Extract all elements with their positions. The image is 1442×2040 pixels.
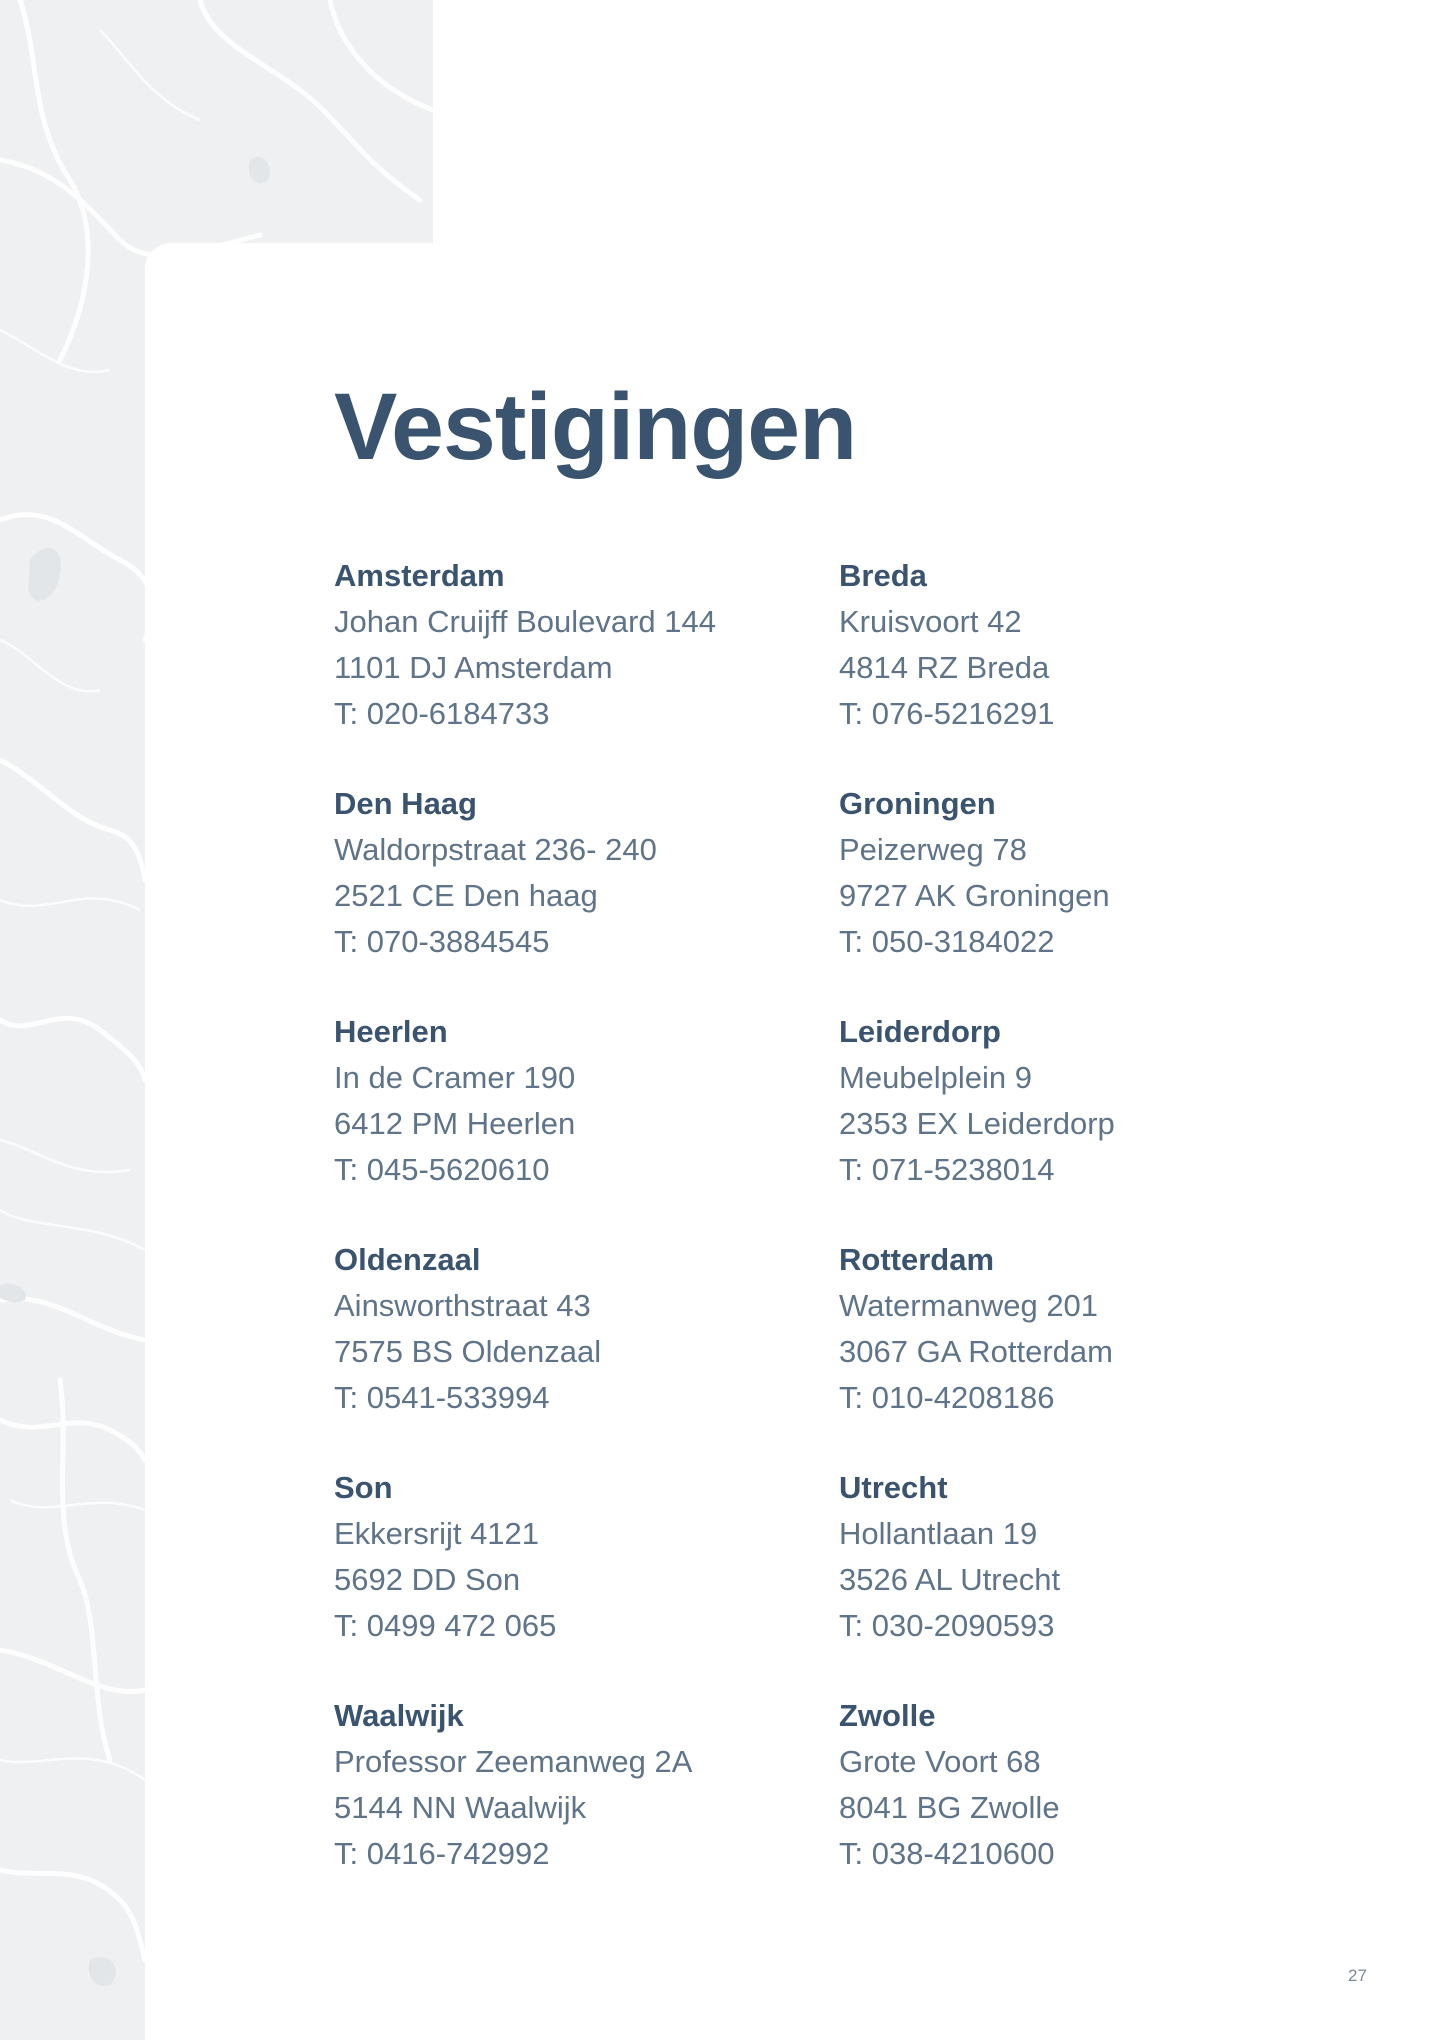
location-name: Groningen	[839, 786, 996, 821]
location-oldenzaal	[334, 1237, 794, 1421]
location-postal-city: 1101 DJ Amsterdam	[334, 650, 613, 685]
location-postal-city: 7575 BS Oldenzaal	[334, 1334, 602, 1369]
page-title: Vestigingen	[334, 374, 857, 480]
location-groningen	[839, 781, 1299, 965]
location-postal-city: 9727 AK Groningen	[839, 878, 1110, 913]
location-name: Rotterdam	[839, 1242, 995, 1277]
location-street: Grote Voort 68	[839, 1744, 1041, 1779]
location-leiderdorp	[839, 1009, 1299, 1193]
location-street: Ainsworthstraat 43	[334, 1288, 591, 1323]
location-phone: T: 070-3884545	[334, 924, 550, 959]
location-postal-city: 6412 PM Heerlen	[334, 1106, 576, 1141]
location-phone: T: 010-4208186	[839, 1380, 1055, 1415]
location-phone: T: 030-2090593	[839, 1608, 1055, 1643]
location-phone: T: 0416-742992	[334, 1836, 550, 1871]
location-phone: T: 050-3184022	[839, 924, 1055, 959]
location-street: Waldorpstraat 236- 240	[334, 832, 657, 867]
location-utrecht	[839, 1465, 1299, 1649]
location-son	[334, 1465, 794, 1649]
location-postal-city: 3067 GA Rotterdam	[839, 1334, 1113, 1369]
location-postal-city: 2521 CE Den haag	[334, 878, 598, 913]
location-postal-city: 2353 EX Leiderdorp	[839, 1106, 1115, 1141]
location-name: Den Haag	[334, 786, 477, 821]
location-phone: T: 0541-533994	[334, 1380, 550, 1415]
location-waalwijk	[334, 1693, 794, 1877]
location-name: Heerlen	[334, 1014, 448, 1049]
location-postal-city: 5692 DD Son	[334, 1562, 521, 1597]
location-phone: T: 038-4210600	[839, 1836, 1055, 1871]
location-heerlen	[334, 1009, 794, 1193]
location-den-haag	[334, 781, 794, 965]
page-number: 27	[1348, 1966, 1367, 1985]
location-street: In de Cramer 190	[334, 1060, 576, 1095]
location-amsterdam	[334, 553, 794, 737]
location-postal-city: 4814 RZ Breda	[839, 650, 1050, 685]
location-street: Ekkersrijt 4121	[334, 1516, 540, 1551]
location-street: Hollantlaan 19	[839, 1516, 1038, 1551]
location-street: Meubelplein 9	[839, 1060, 1033, 1095]
location-name: Oldenzaal	[334, 1242, 481, 1277]
location-street: Johan Cruijff Boulevard 144	[334, 604, 717, 639]
location-name: Breda	[839, 558, 927, 593]
location-phone: T: 071-5238014	[839, 1152, 1055, 1187]
location-street: Kruisvoort 42	[839, 604, 1022, 639]
location-name: Zwolle	[839, 1698, 936, 1733]
location-phone: T: 076-5216291	[839, 696, 1055, 731]
location-phone: T: 045-5620610	[334, 1152, 550, 1187]
location-street: Peizerweg 78	[839, 832, 1027, 867]
location-name: Amsterdam	[334, 558, 505, 593]
location-postal-city: 3526 AL Utrecht	[839, 1562, 1061, 1597]
page-top-area	[433, 0, 1442, 260]
location-postal-city: 5144 NN Waalwijk	[334, 1790, 587, 1825]
location-name: Leiderdorp	[839, 1014, 1001, 1049]
location-postal-city: 8041 BG Zwolle	[839, 1790, 1060, 1825]
location-phone: T: 0499 472 065	[334, 1608, 557, 1643]
location-street: Watermanweg 201	[839, 1288, 1099, 1323]
location-rotterdam	[839, 1237, 1299, 1421]
location-name: Son	[334, 1470, 393, 1505]
location-breda	[839, 553, 1299, 737]
location-name: Waalwijk	[334, 1698, 464, 1733]
location-street: Professor Zeemanweg 2A	[334, 1744, 693, 1779]
location-zwolle	[839, 1693, 1299, 1877]
location-name: Utrecht	[839, 1470, 948, 1505]
location-phone: T: 020-6184733	[334, 696, 550, 731]
